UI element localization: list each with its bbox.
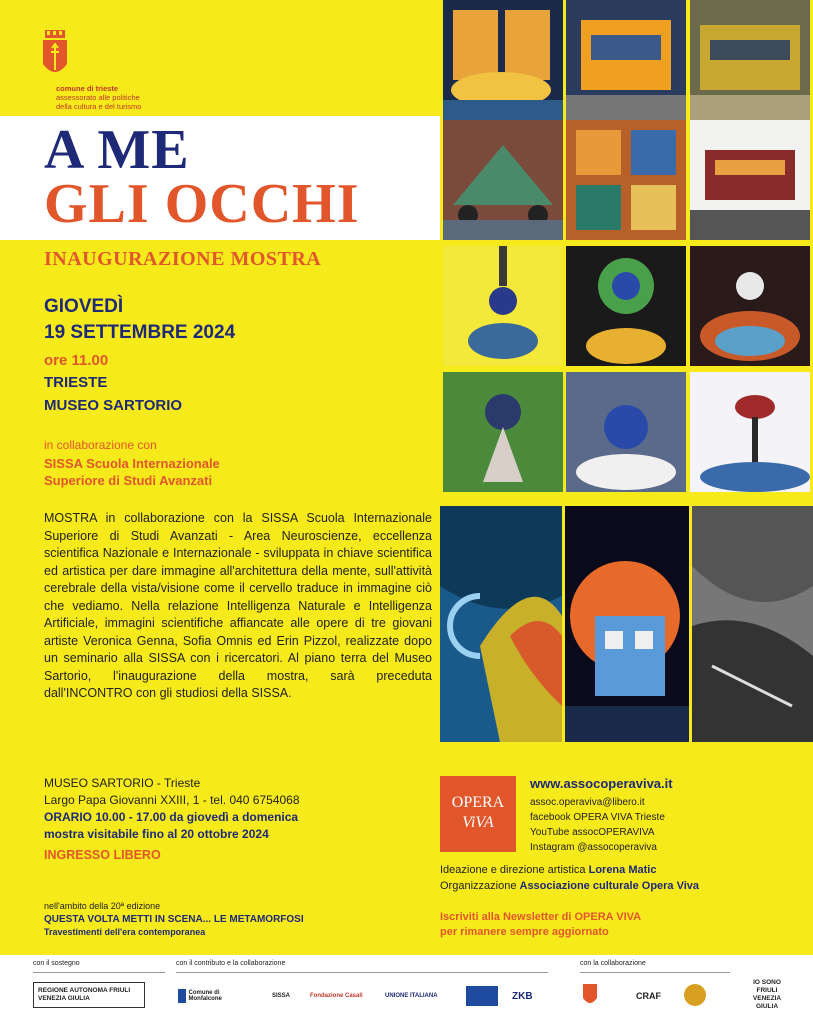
credit-line-1 <box>440 862 699 878</box>
credit-label: Organizzazione <box>440 880 520 892</box>
website-link[interactable]: www.assocoperaviva.it <box>530 776 673 791</box>
credit-name: Associazione culturale Opera Viva <box>519 880 700 892</box>
info-hours: ORARIO 10.00 - 17.00 da giovedì a domenica <box>44 810 299 824</box>
divider <box>176 972 548 973</box>
logo-text: REGIONE AUTONOMA FRIULI VENEZIA GIULIA <box>38 987 131 1002</box>
credits <box>440 862 699 894</box>
event-city: TRIESTE <box>44 374 108 391</box>
logo-io-sono-fvg <box>742 978 792 1012</box>
artwork-tile <box>690 0 810 120</box>
edition-line-2: QUESTA VOLTA METTI IN SCENA... LE METAMORFOSI <box>44 914 304 925</box>
logo-monfalcone <box>178 984 238 1008</box>
collab-intro: in collaborazione con <box>44 438 157 452</box>
artwork-tile <box>443 0 563 120</box>
title-line-2: GLI OCCHI <box>44 173 360 235</box>
info-dates: mostra visitabile fino al 20 ottobre 2024 <box>44 827 269 841</box>
footer-label-collab: con la collaborazione <box>580 960 646 967</box>
edition-line-3: Travestimenti dell'era contemporanea <box>44 927 206 937</box>
logo-sissa <box>272 984 294 1008</box>
credit-label: Ideazione e direzione artistica <box>440 864 589 876</box>
logo-craf <box>636 986 666 1006</box>
contact-links <box>530 795 665 855</box>
collab-name-2: Superiore di Studi Avanzati <box>44 473 213 488</box>
info-line-1: MUSEO SARTORIO - Trieste <box>44 776 201 790</box>
logo-text: Fondazione Casali <box>310 993 363 999</box>
logo-fondazione <box>310 988 370 1004</box>
city-line-3: della cultura e del turismo <box>56 102 142 111</box>
logo-line-2: ViVA <box>462 814 494 831</box>
logo-zkb <box>512 986 548 1006</box>
artwork-tile <box>566 120 686 240</box>
artwork-tile <box>566 246 686 366</box>
artwork-tile <box>566 372 686 492</box>
email-link[interactable]: assoc.operaviva@libero.it <box>530 797 645 808</box>
artwork-tile <box>566 0 686 120</box>
logo-unione-italiana <box>385 986 455 1006</box>
artwork-tile <box>690 246 810 366</box>
footer-label-contrib: con il contributo e la collaborazione <box>176 960 286 967</box>
artwork-tile <box>443 120 563 240</box>
artwork-monochrome <box>692 506 813 742</box>
edition-line-1: nell'ambito della 20ª edizione <box>44 901 161 911</box>
credit-line-2 <box>440 878 699 894</box>
subtitle: INAUGURAZIONE MOSTRA <box>44 248 322 270</box>
logo-partner-round <box>682 982 708 1010</box>
newsletter-line-2: per rimanere sempre aggiornato <box>440 926 609 938</box>
youtube-link[interactable]: YouTube assocOPERAVIVA <box>530 827 655 838</box>
trieste-crest-icon <box>582 980 598 1010</box>
collab-name-1: SISSA Scuola Internazionale <box>44 456 220 471</box>
info-line-2: Largo Papa Giovanni XXIII, 1 - tel. 040 6754068 <box>44 793 300 807</box>
logo-text: UNIONE ITALIANA <box>385 993 438 999</box>
facebook-link[interactable]: facebook OPERA VIVA Trieste <box>530 812 665 823</box>
city-line-2: assessorato alle politiche <box>56 93 140 102</box>
artwork-abstract <box>440 506 562 742</box>
logo-text: IO SONO FRIULI VENEZIA GIULIA <box>752 979 782 1010</box>
divider <box>33 972 165 973</box>
logo-text: SISSA <box>272 993 291 999</box>
event-time: ore 11.00 <box>44 352 109 369</box>
footer-label-support: con il sostegno <box>33 960 80 967</box>
event-day: GIOVEDÌ <box>44 296 124 317</box>
logo-line-1: OPERA <box>451 794 505 811</box>
opera-viva-logo <box>440 776 516 852</box>
artwork-collage <box>565 506 689 742</box>
shield-icon <box>178 989 186 1003</box>
logo-text: ZKB <box>512 990 533 1002</box>
trieste-crest-icon <box>42 30 68 82</box>
credit-name: Lorena Matic <box>588 864 657 876</box>
event-venue: MUSEO SARTORIO <box>44 397 183 414</box>
artwork-tile <box>690 120 810 240</box>
city-office-text <box>56 84 141 111</box>
logo-partner <box>466 986 498 1006</box>
event-date: 19 SETTEMBRE 2024 <box>44 322 236 343</box>
divider <box>580 972 730 973</box>
entry-free: INGRESSO LIBERO <box>44 848 161 862</box>
logo-text: CRAF <box>636 991 661 1001</box>
logo-regione <box>33 982 145 1008</box>
city-line-1: comune di trieste <box>56 84 119 93</box>
newsletter-line-1: Iscriviti alla Newsletter di OPERA VIVA <box>440 911 642 923</box>
edition-info <box>44 900 304 939</box>
logo-text: Comune di Monfalcone <box>188 990 222 1002</box>
artwork-tile <box>443 246 563 366</box>
venue-info <box>44 775 300 843</box>
artwork-tile <box>690 372 810 492</box>
title-line-1: A ME <box>44 119 190 181</box>
newsletter-cta[interactable] <box>440 910 641 940</box>
description-text: MOSTRA in collaborazione con la SISSA Scuola Internazionale Superiore di Studi Avanzati - Area Neuroscienze, eccellenza scientifica Nazionale e Internazionale - sviluppata in chiave scientifica ed artistica per dare immagine all'architettura della mente, sull'attività cerebrale della vista/visione come il cervello traduce in immagine ciò che vediamo. Nella relazione Intelligenza Naturale e Intelligenza Artificiale, immagini scientifiche affiancate alle opere di tre giovani artiste Veronica Genna, Sofia Omnis ed Erin Pizzol, realizzate dopo un seminario alla SISSA con i ricercatori. Al piano terra del Museo Sartorio, l'inaugurazione della mostra, sarà preceduta dall'INCONTRO con gli studiosi della SISSA. <box>44 511 432 700</box>
instagram-link[interactable]: Instagram @assocoperaviva <box>530 842 657 853</box>
artwork-tile <box>443 372 563 492</box>
